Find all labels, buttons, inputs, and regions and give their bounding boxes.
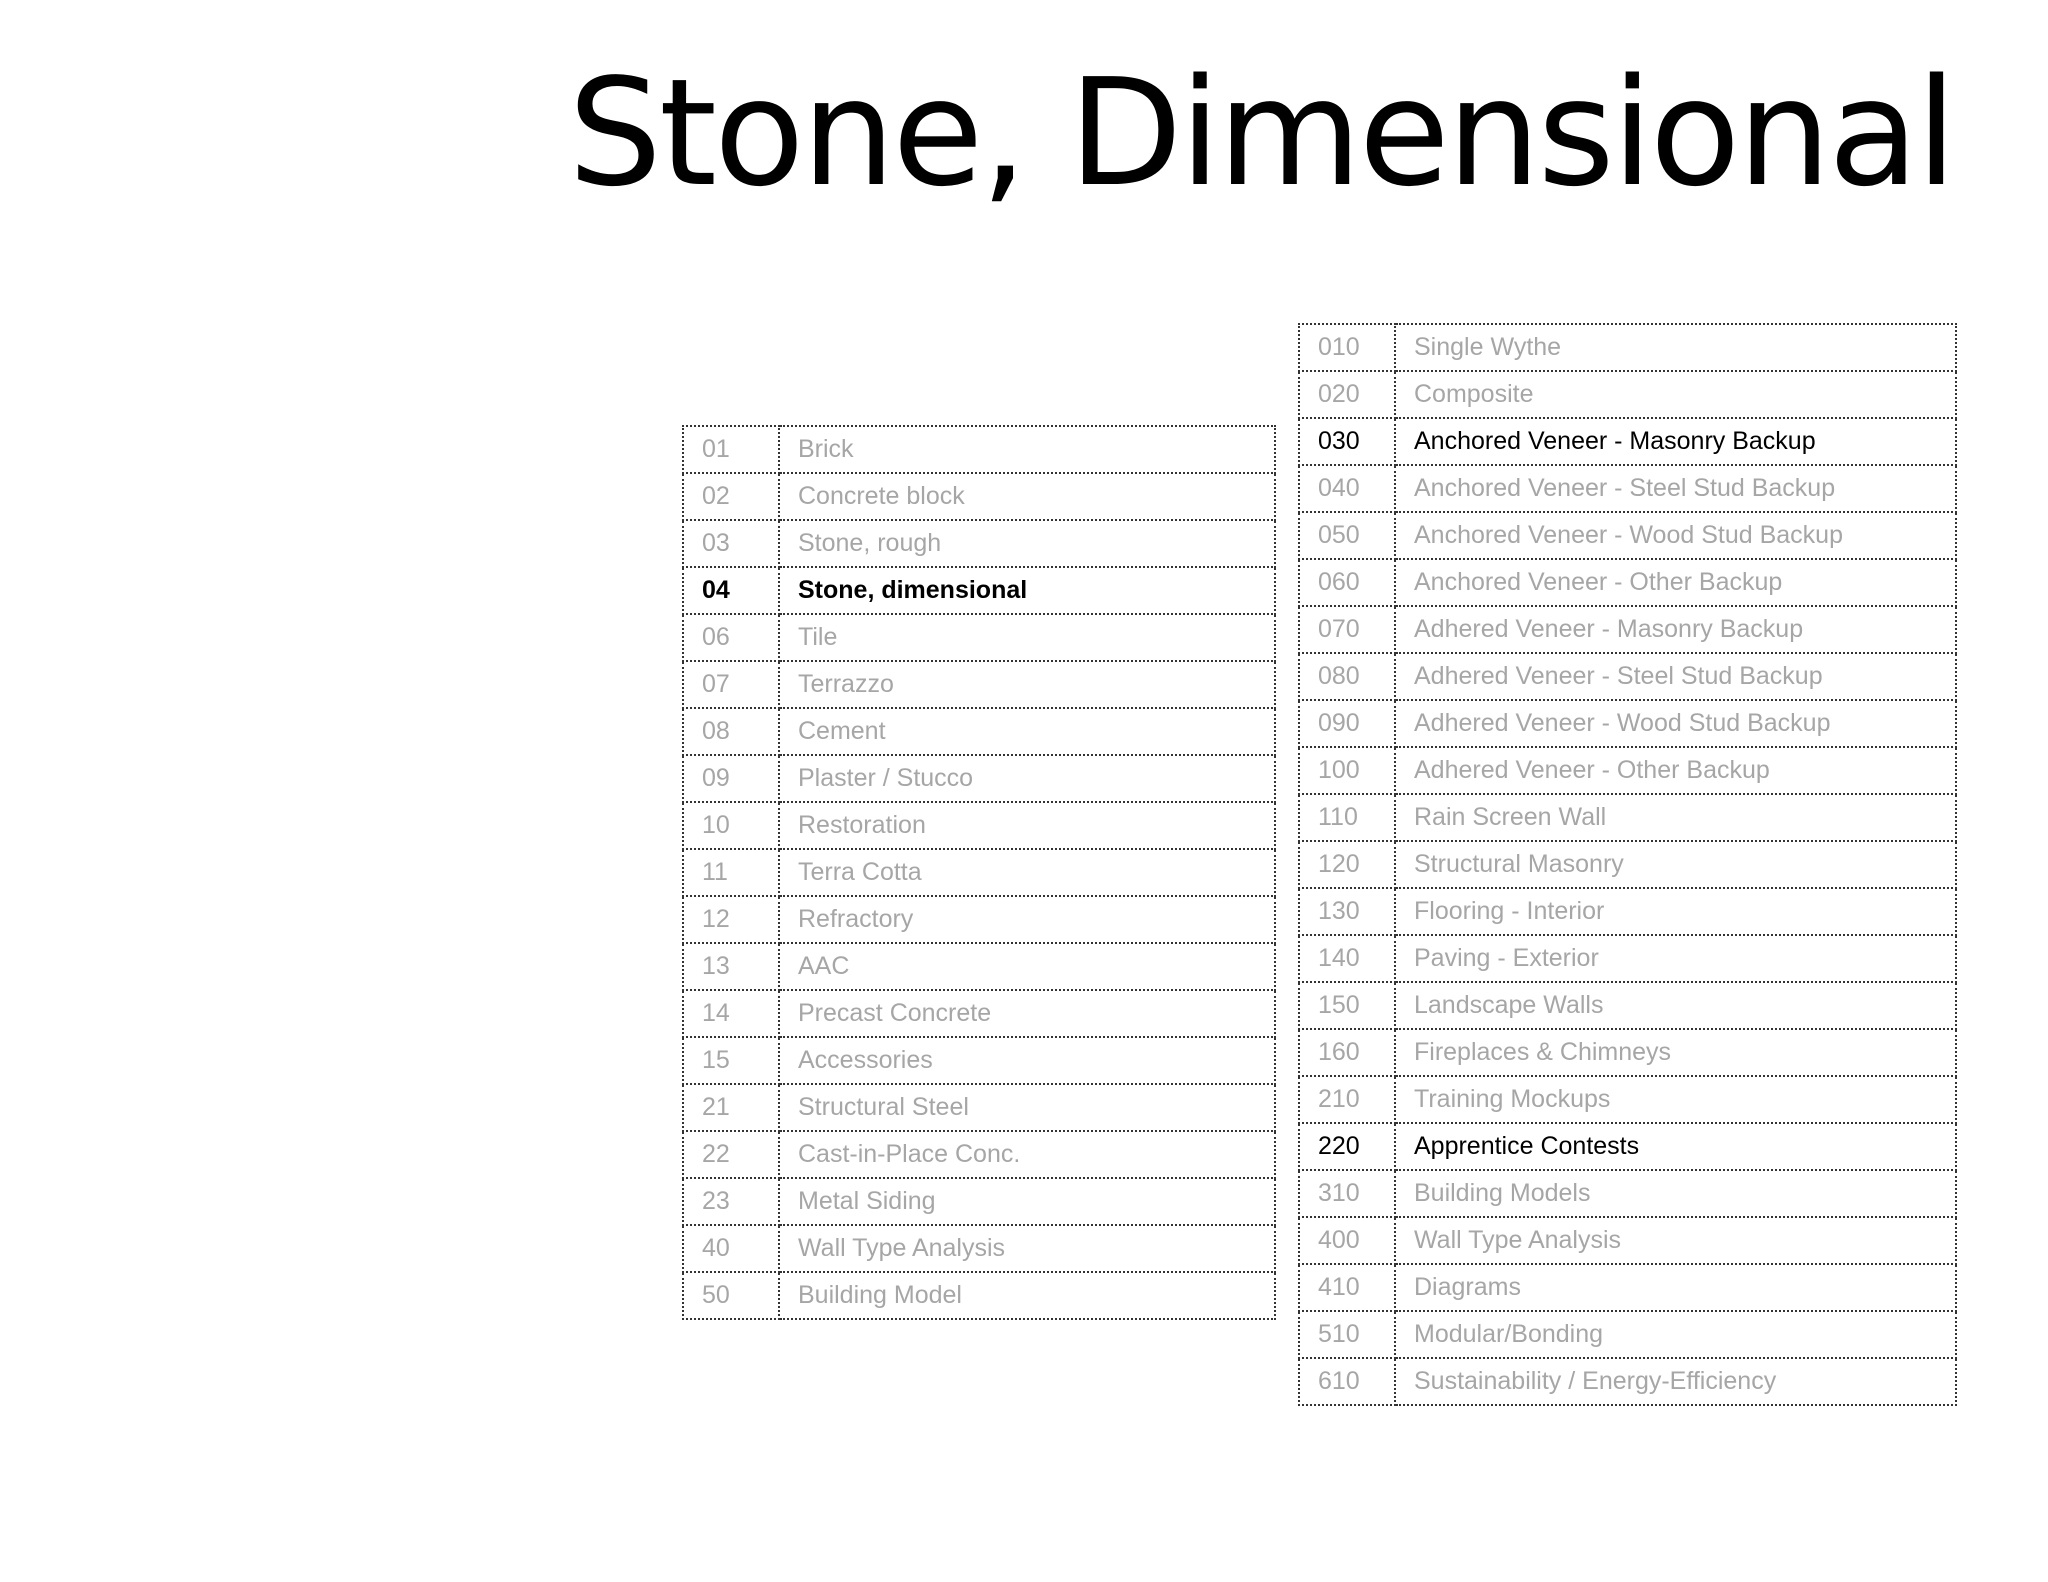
subcategory-code: 030 — [1299, 418, 1395, 465]
subcategory-label: Adhered Veneer - Other Backup — [1395, 747, 1956, 794]
subcategory-code: 050 — [1299, 512, 1395, 559]
subcategory-row-090[interactable] — [1299, 700, 1956, 747]
category-code: 07 — [683, 661, 779, 708]
category-code: 12 — [683, 896, 779, 943]
subcategory-row-400[interactable] — [1299, 1217, 1956, 1264]
subcategory-list — [1299, 324, 1956, 1405]
subcategory-row-030[interactable] — [1299, 418, 1956, 465]
subcategory-row-020[interactable] — [1299, 371, 1956, 418]
category-label: Wall Type Analysis — [779, 1225, 1275, 1272]
subcategory-label: Fireplaces & Chimneys — [1395, 1029, 1956, 1076]
subcategory-code: 110 — [1299, 794, 1395, 841]
category-label: Plaster / Stucco — [779, 755, 1275, 802]
category-row-03[interactable] — [683, 520, 1275, 567]
subcategory-row-130[interactable] — [1299, 888, 1956, 935]
subcategory-row-110[interactable] — [1299, 794, 1956, 841]
category-row-02[interactable] — [683, 473, 1275, 520]
subcategory-table — [1298, 323, 1957, 1406]
subcategory-row-050[interactable] — [1299, 512, 1956, 559]
subcategory-row-510[interactable] — [1299, 1311, 1956, 1358]
category-label: Concrete block — [779, 473, 1275, 520]
subcategory-code: 040 — [1299, 465, 1395, 512]
category-label: Cement — [779, 708, 1275, 755]
category-code: 13 — [683, 943, 779, 990]
subcategory-code: 010 — [1299, 324, 1395, 371]
subcategory-label: Adhered Veneer - Steel Stud Backup — [1395, 653, 1956, 700]
category-row-11[interactable] — [683, 849, 1275, 896]
subcategory-label: Sustainability / Energy-Efficiency — [1395, 1358, 1956, 1405]
category-row-50[interactable] — [683, 1272, 1275, 1319]
subcategory-label: Training Mockups — [1395, 1076, 1956, 1123]
category-row-01[interactable] — [683, 426, 1275, 473]
category-label: Terrazzo — [779, 661, 1275, 708]
subcategory-code: 210 — [1299, 1076, 1395, 1123]
category-label: Structural Steel — [779, 1084, 1275, 1131]
category-row-40[interactable] — [683, 1225, 1275, 1272]
subcategory-row-410[interactable] — [1299, 1264, 1956, 1311]
category-code: 22 — [683, 1131, 779, 1178]
subcategory-code: 160 — [1299, 1029, 1395, 1076]
subcategory-code: 140 — [1299, 935, 1395, 982]
category-row-14[interactable] — [683, 990, 1275, 1037]
category-row-08[interactable] — [683, 708, 1275, 755]
category-row-22[interactable] — [683, 1131, 1275, 1178]
subcategory-row-220[interactable] — [1299, 1123, 1956, 1170]
subcategory-label: Rain Screen Wall — [1395, 794, 1956, 841]
category-row-04[interactable] — [683, 567, 1275, 614]
subcategory-row-210[interactable] — [1299, 1076, 1956, 1123]
subcategory-row-140[interactable] — [1299, 935, 1956, 982]
category-label: AAC — [779, 943, 1275, 990]
category-code: 23 — [683, 1178, 779, 1225]
subcategory-row-160[interactable] — [1299, 1029, 1956, 1076]
category-row-09[interactable] — [683, 755, 1275, 802]
category-code: 40 — [683, 1225, 779, 1272]
subcategory-code: 070 — [1299, 606, 1395, 653]
subcategory-label: Adhered Veneer - Wood Stud Backup — [1395, 700, 1956, 747]
subcategory-row-610[interactable] — [1299, 1358, 1956, 1405]
category-code: 03 — [683, 520, 779, 567]
category-row-13[interactable] — [683, 943, 1275, 990]
category-code: 15 — [683, 1037, 779, 1084]
subcategory-label: Paving - Exterior — [1395, 935, 1956, 982]
category-list — [683, 426, 1275, 1319]
subcategory-row-310[interactable] — [1299, 1170, 1956, 1217]
subcategory-row-070[interactable] — [1299, 606, 1956, 653]
subcategory-code: 220 — [1299, 1123, 1395, 1170]
category-code: 02 — [683, 473, 779, 520]
subcategory-label: Anchored Veneer - Steel Stud Backup — [1395, 465, 1956, 512]
subcategory-code: 080 — [1299, 653, 1395, 700]
category-label: Metal Siding — [779, 1178, 1275, 1225]
category-code: 01 — [683, 426, 779, 473]
subcategory-label: Anchored Veneer - Other Backup — [1395, 559, 1956, 606]
category-row-15[interactable] — [683, 1037, 1275, 1084]
subcategory-row-010[interactable] — [1299, 324, 1956, 371]
category-table — [682, 425, 1276, 1320]
subcategory-row-040[interactable] — [1299, 465, 1956, 512]
subcategory-code: 090 — [1299, 700, 1395, 747]
category-code: 14 — [683, 990, 779, 1037]
category-label: Refractory — [779, 896, 1275, 943]
subcategory-row-060[interactable] — [1299, 559, 1956, 606]
category-code: 11 — [683, 849, 779, 896]
subcategory-row-120[interactable] — [1299, 841, 1956, 888]
category-code: 08 — [683, 708, 779, 755]
category-code: 06 — [683, 614, 779, 661]
subcategory-code: 020 — [1299, 371, 1395, 418]
subcategory-code: 060 — [1299, 559, 1395, 606]
category-row-12[interactable] — [683, 896, 1275, 943]
category-code: 09 — [683, 755, 779, 802]
category-label: Stone, dimensional — [779, 567, 1275, 614]
subcategory-label: Anchored Veneer - Masonry Backup — [1395, 418, 1956, 465]
subcategory-label: Diagrams — [1395, 1264, 1956, 1311]
subcategory-code: 410 — [1299, 1264, 1395, 1311]
subcategory-label: Composite — [1395, 371, 1956, 418]
subcategory-code: 150 — [1299, 982, 1395, 1029]
category-code: 21 — [683, 1084, 779, 1131]
subcategory-label: Modular/Bonding — [1395, 1311, 1956, 1358]
subcategory-label: Structural Masonry — [1395, 841, 1956, 888]
category-label: Precast Concrete — [779, 990, 1275, 1037]
category-label: Restoration — [779, 802, 1275, 849]
category-label: Cast-in-Place Conc. — [779, 1131, 1275, 1178]
subcategory-label: Apprentice Contests — [1395, 1123, 1956, 1170]
category-label: Accessories — [779, 1037, 1275, 1084]
page-title: Stone, Dimensional — [568, 47, 1954, 219]
category-label: Stone, rough — [779, 520, 1275, 567]
subcategory-row-080[interactable] — [1299, 653, 1956, 700]
category-code: 10 — [683, 802, 779, 849]
subcategory-label: Adhered Veneer - Masonry Backup — [1395, 606, 1956, 653]
category-row-06[interactable] — [683, 614, 1275, 661]
subcategory-label: Landscape Walls — [1395, 982, 1956, 1029]
subcategory-code: 510 — [1299, 1311, 1395, 1358]
subcategory-label: Flooring - Interior — [1395, 888, 1956, 935]
subcategory-code: 130 — [1299, 888, 1395, 935]
category-label: Brick — [779, 426, 1275, 473]
subcategory-code: 120 — [1299, 841, 1395, 888]
subcategory-label: Single Wythe — [1395, 324, 1956, 371]
subcategory-code: 610 — [1299, 1358, 1395, 1405]
category-row-23[interactable] — [683, 1178, 1275, 1225]
subcategory-code: 310 — [1299, 1170, 1395, 1217]
category-code: 50 — [683, 1272, 779, 1319]
category-row-21[interactable] — [683, 1084, 1275, 1131]
category-row-10[interactable] — [683, 802, 1275, 849]
category-row-07[interactable] — [683, 661, 1275, 708]
subcategory-label: Wall Type Analysis — [1395, 1217, 1956, 1264]
category-label: Building Model — [779, 1272, 1275, 1319]
subcategory-row-150[interactable] — [1299, 982, 1956, 1029]
subcategory-code: 400 — [1299, 1217, 1395, 1264]
subcategory-label: Anchored Veneer - Wood Stud Backup — [1395, 512, 1956, 559]
subcategory-row-100[interactable] — [1299, 747, 1956, 794]
category-label: Terra Cotta — [779, 849, 1275, 896]
subcategory-label: Building Models — [1395, 1170, 1956, 1217]
category-label: Tile — [779, 614, 1275, 661]
category-code: 04 — [683, 567, 779, 614]
subcategory-code: 100 — [1299, 747, 1395, 794]
